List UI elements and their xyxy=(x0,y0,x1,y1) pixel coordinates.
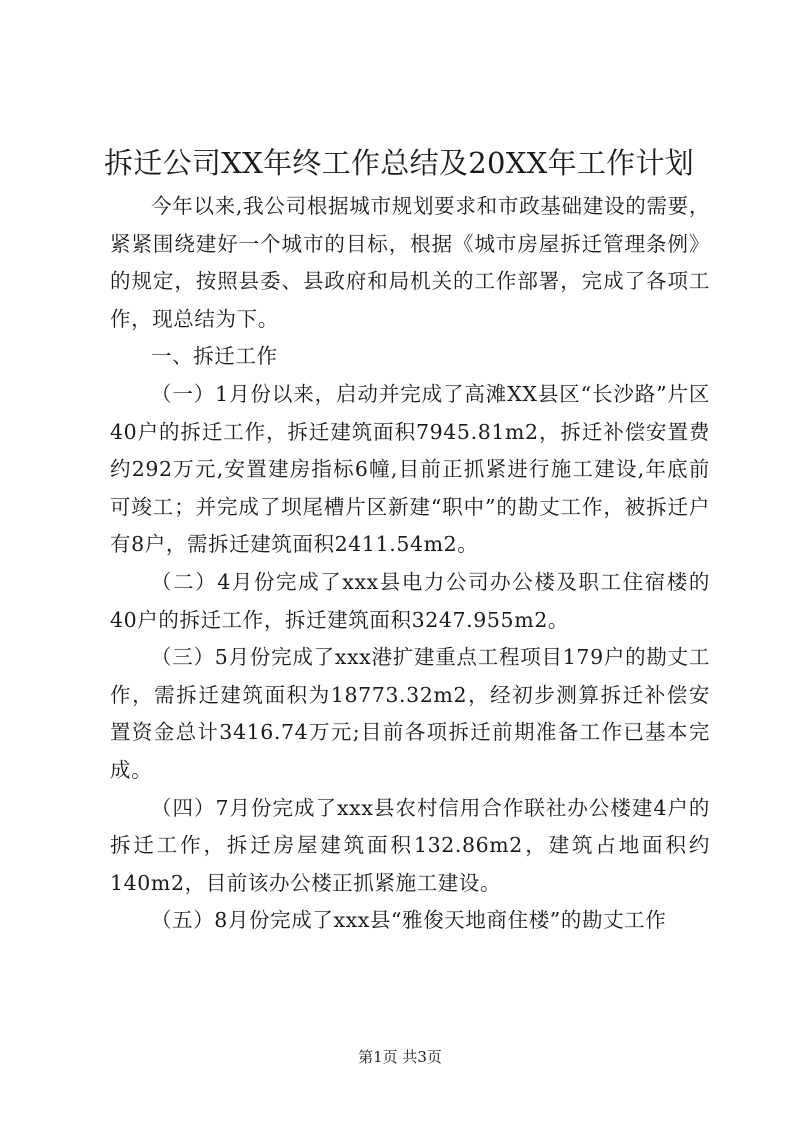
document-title: 拆迁公司XX年终工作总结及20XX年工作计划 xyxy=(104,146,695,180)
paragraph-item-2: （二）4月份完成了xxx县电力公司办公楼及职工住宿楼的40户的拆迁工作，拆迁建筑面积3247.955m2。 xyxy=(110,569,710,632)
paragraph-item-1: （一）1月份以来，启动并完成了高滩XX县区“长沙路”片区40户的拆迁工作，拆迁建筑面积7945.81m2，拆迁补偿安置费约292万元,安置建房指标6幢,目前正抓紧进行施工建设,年底前可竣工；并完成了坝尾槽片区新建“职中”的勘丈工作，被拆迁户有8户，需拆迁建筑面积2411.54m2。 xyxy=(110,381,710,557)
paragraph-item-3: （三）5月份完成了xxx港扩建重点工程项目179户的勘丈工作，需拆迁建筑面积为18773.32m2，经初步测算拆迁补偿安置资金总计3416.74万元;目前各项拆迁前期准备工作已基本完成。 xyxy=(110,645,710,782)
section-heading-demolition: 一、拆迁工作 xyxy=(151,344,278,369)
paragraph-item-4: （四）7月份完成了xxx县农村信用合作联社办公楼建4户的拆迁工作，拆迁房屋建筑面积132.86m2，建筑占地面积约140m2，目前该办公楼正抓紧施工建设。 xyxy=(110,795,710,895)
paragraph-item-5: （五）8月份完成了xxx县“雅俊天地商住楼”的勘丈工作 xyxy=(151,908,667,933)
document-body xyxy=(110,188,710,940)
paragraph-intro: 今年以来,我公司根据城市规划要求和市政基础建设的需要，紧紧围绕建好一个城市的目标，根据《城市房屋拆迁管理条例》的规定，按照县委、县政府和局机关的工作部署，完成了各项工作，现总结为下。 xyxy=(110,194,710,331)
page-footer: 第1页 共3页 xyxy=(358,1048,442,1066)
